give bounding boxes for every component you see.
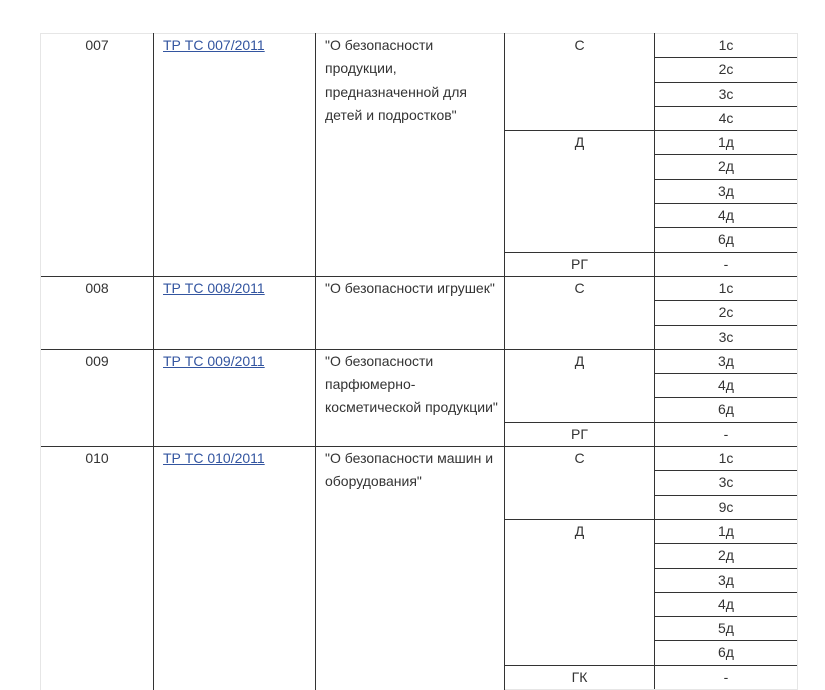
regulation-name: "О безопасности машин и оборудования" bbox=[316, 447, 505, 690]
scheme-cell: 2с bbox=[655, 301, 798, 325]
table-row bbox=[41, 34, 798, 58]
scheme-cell: 2с bbox=[655, 58, 798, 82]
scheme-cell: 6д bbox=[655, 641, 798, 665]
scheme-cell: 5д bbox=[655, 617, 798, 641]
scheme-cell: 2д bbox=[655, 544, 798, 568]
conformity-form: Д bbox=[505, 519, 655, 665]
scheme-cell: 4д bbox=[655, 592, 798, 616]
regulation-link[interactable]: ТР ТС 008/2011 bbox=[163, 279, 265, 296]
regulation-name: "О безопасности продукции, предназначенной для детей и подростков" bbox=[316, 34, 505, 277]
conformity-form: С bbox=[505, 447, 655, 520]
table-row bbox=[41, 276, 798, 300]
scheme-cell: - bbox=[655, 252, 798, 276]
scheme-cell: 3д bbox=[655, 349, 798, 373]
regulation-number: 007 bbox=[41, 34, 154, 277]
regulation-name: "О безопасности игрушек" bbox=[316, 276, 505, 349]
scheme-cell: 4д bbox=[655, 374, 798, 398]
scheme-cell: 2д bbox=[655, 155, 798, 179]
scheme-cell: 1с bbox=[655, 447, 798, 471]
scheme-cell: 9с bbox=[655, 495, 798, 519]
regulation-code-cell bbox=[154, 276, 316, 349]
scheme-cell: 6д bbox=[655, 228, 798, 252]
regulation-link[interactable]: ТР ТС 010/2011 bbox=[163, 450, 265, 467]
conformity-form: Д bbox=[505, 131, 655, 252]
regulation-code-cell bbox=[154, 349, 316, 446]
regulation-number: 010 bbox=[41, 447, 154, 690]
conformity-form: РГ bbox=[505, 252, 655, 276]
regulation-link[interactable]: ТР ТС 009/2011 bbox=[163, 352, 265, 369]
scheme-cell: 4с bbox=[655, 106, 798, 130]
conformity-form: С bbox=[505, 34, 655, 131]
scheme-cell: 3д bbox=[655, 179, 798, 203]
scheme-cell: 3с bbox=[655, 325, 798, 349]
regulation-code-cell bbox=[154, 34, 316, 277]
regulation-number: 008 bbox=[41, 276, 154, 349]
scheme-cell: 3с bbox=[655, 471, 798, 495]
regulations-table bbox=[40, 33, 798, 690]
scheme-cell: 4д bbox=[655, 204, 798, 228]
regulation-number: 009 bbox=[41, 349, 154, 446]
conformity-form: Д bbox=[505, 349, 655, 422]
table-row bbox=[41, 349, 798, 373]
scheme-cell: - bbox=[655, 422, 798, 446]
scheme-cell: - bbox=[655, 665, 798, 689]
conformity-form: ГК bbox=[505, 665, 655, 689]
scheme-cell: 1с bbox=[655, 276, 798, 300]
scheme-cell: 6д bbox=[655, 398, 798, 422]
table-row bbox=[41, 447, 798, 471]
conformity-form: РГ bbox=[505, 422, 655, 446]
scheme-cell: 3д bbox=[655, 568, 798, 592]
scheme-cell: 1с bbox=[655, 34, 798, 58]
scheme-cell: 1д bbox=[655, 131, 798, 155]
conformity-form: С bbox=[505, 276, 655, 349]
scheme-cell: 1д bbox=[655, 519, 798, 543]
regulation-link[interactable]: ТР ТС 007/2011 bbox=[163, 37, 265, 53]
regulation-name: "О безопасности парфюмерно-косметической продукции" bbox=[316, 349, 505, 446]
scheme-cell: 3с bbox=[655, 82, 798, 106]
regulation-code-cell bbox=[154, 447, 316, 690]
